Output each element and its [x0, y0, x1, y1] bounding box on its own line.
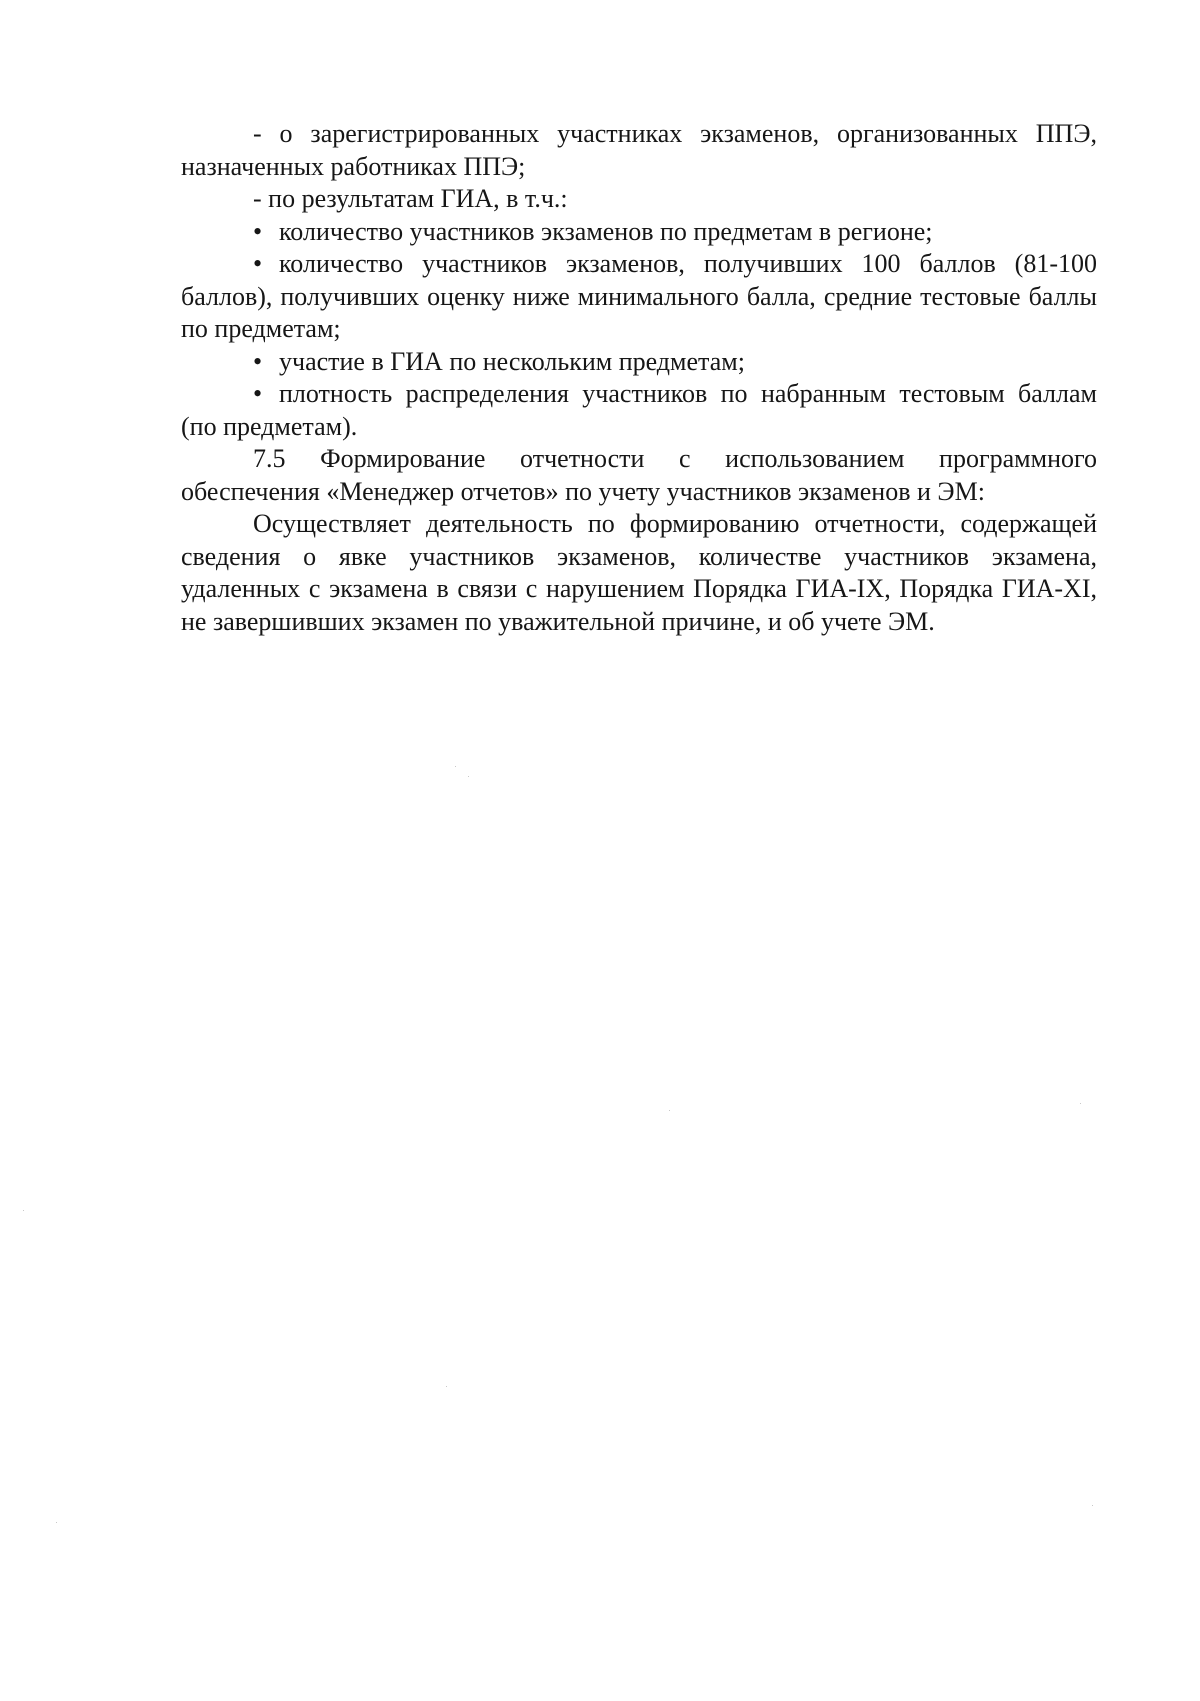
- scan-speck: [669, 1110, 670, 1111]
- paragraph-text: 7.5 Формирование отчетности с использованием программного обеспечения «Менеджер отчетов» по учету участников экзаменов и ЭМ:: [181, 444, 1097, 506]
- paragraph-reporting-activity: [181, 508, 1097, 638]
- bullet-text: участие в ГИА по нескольким предметам;: [279, 346, 745, 376]
- bullet-item: [181, 248, 1097, 346]
- scan-speck: [468, 776, 469, 777]
- scan-speck: [1092, 1505, 1093, 1506]
- bullet-text: количество участников экзаменов по предметам в регионе;: [279, 216, 933, 246]
- scan-speck: [455, 766, 456, 767]
- scan-speck: [23, 1210, 24, 1211]
- paragraph-text: - о зарегистрированных участниках экзаменов, организованных ППЭ, назначенных работниках ППЭ;: [181, 119, 1097, 181]
- bullet-marker: •: [253, 379, 263, 408]
- scan-speck: [446, 1386, 447, 1387]
- paragraph-text: - по результатам ГИА, в т.ч.:: [253, 184, 568, 213]
- bullet-item: [181, 346, 1097, 379]
- bullet-item: [181, 378, 1097, 443]
- paragraph-registered-participants: [181, 118, 1097, 183]
- bullet-marker: •: [253, 346, 263, 376]
- scan-speck: [56, 1522, 57, 1523]
- bullet-marker: •: [253, 249, 263, 278]
- bullet-item: [181, 216, 1097, 249]
- section-heading-7-5: [181, 443, 1097, 508]
- bullet-text: количество участников экзаменов, получивших 100 баллов (81-100 баллов), получивших оценку ниже минимального балла, средние тестовые баллы по предметам;: [181, 249, 1097, 343]
- paragraph-gia-results: [181, 183, 1097, 216]
- paragraph-text: Осуществляет деятельность по формированию отчетности, содержащей сведения о явке участников экзаменов, количестве участников экзамена, удаленных с экзамена в связи с нарушением Порядка ГИА-IX, Порядка ГИА-XI, не завершивших экзамен по уважительной причине, и об учете ЭМ.: [181, 509, 1097, 636]
- bullet-marker: •: [253, 216, 263, 246]
- bullet-text: плотность распределения участников по набранным тестовым баллам (по предметам).: [181, 379, 1097, 441]
- document-text: [181, 118, 1097, 638]
- scan-speck: [1080, 1103, 1081, 1104]
